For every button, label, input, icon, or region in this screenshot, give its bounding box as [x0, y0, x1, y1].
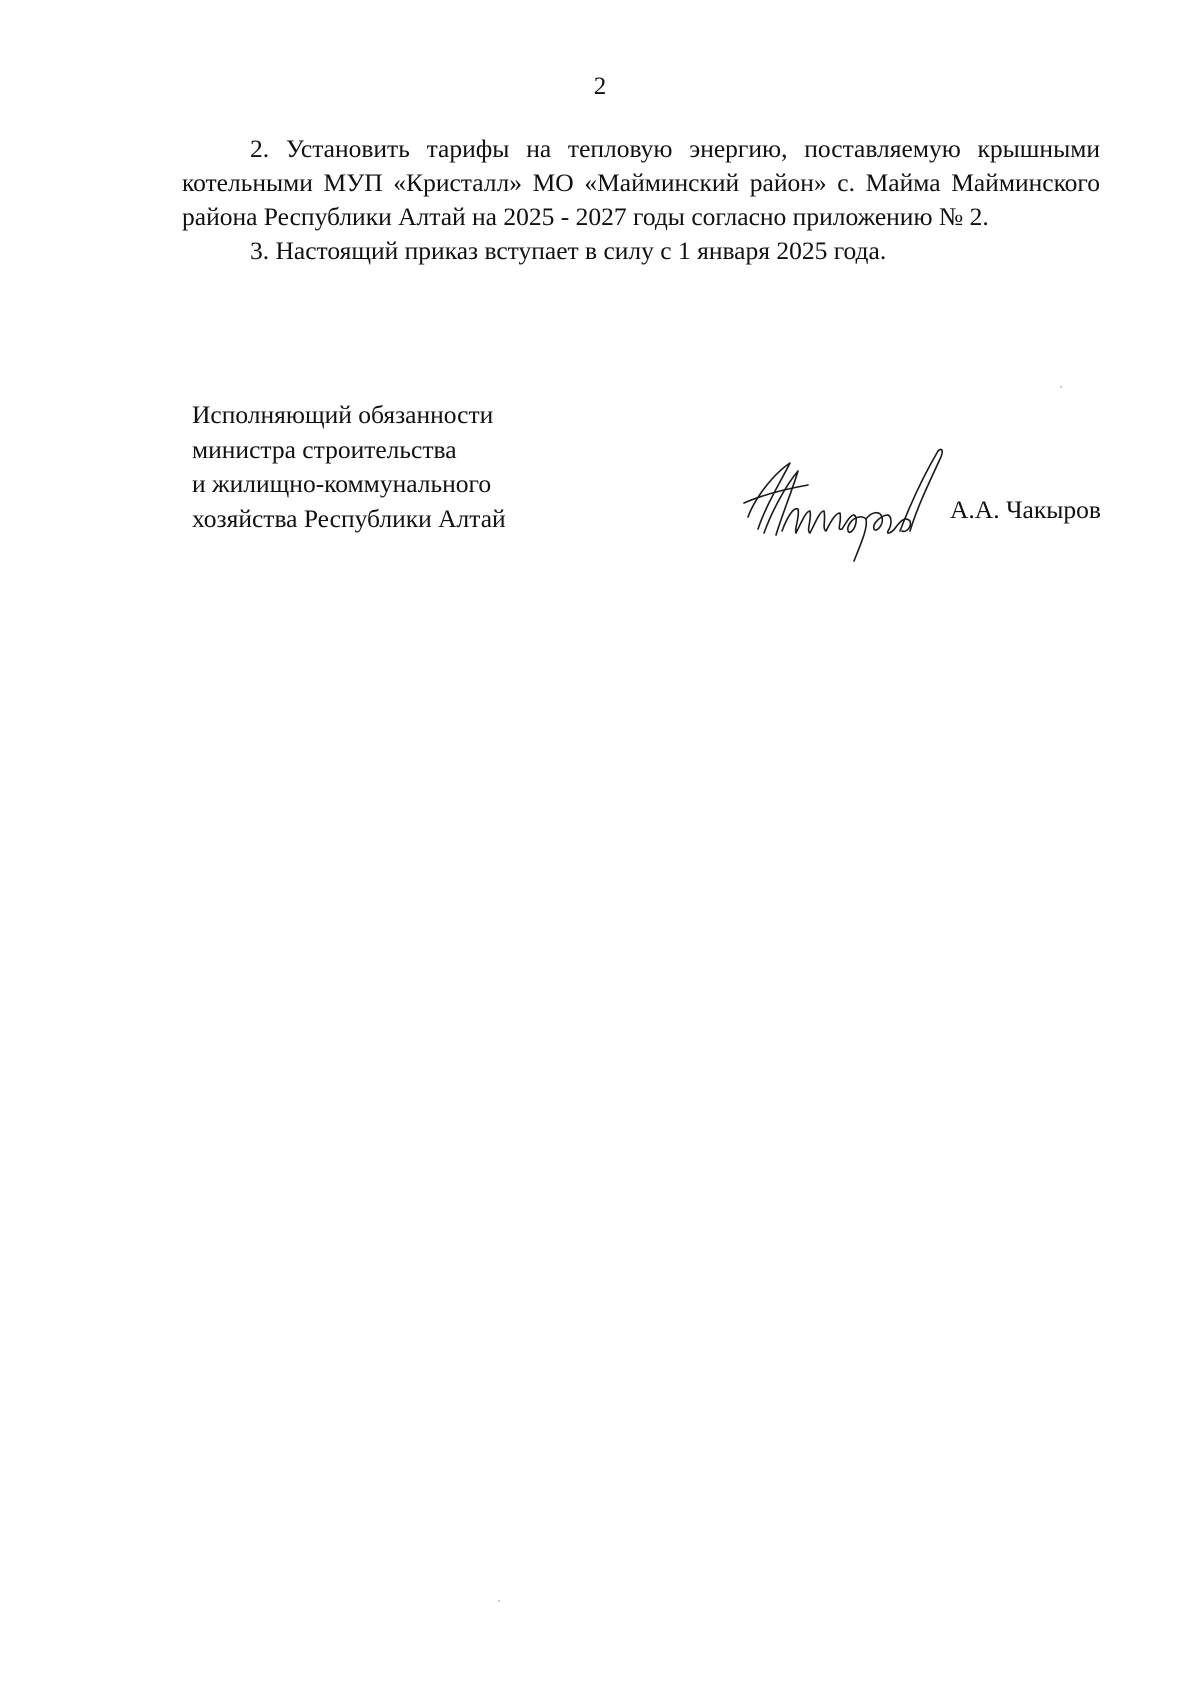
signatory-position — [192, 398, 506, 536]
scan-speck — [1060, 386, 1062, 388]
handwritten-signature — [742, 445, 960, 563]
paragraph-tariffs: 2. Установить тарифы на тепловую энергию, поставляемую крышными котельными МУП «Кристалл» МО «Майминский район» с. Майма Майминского района Республики Алтай на 2025 - 2027 годы согласно приложению № 2. — [182, 134, 1100, 231]
scan-speck — [498, 1600, 500, 1602]
position-line: министра строительства — [192, 434, 457, 464]
position-line: Исполняющий обязанности — [192, 400, 494, 429]
order-body — [182, 132, 1100, 268]
signer-name: А.А. Чакыров — [950, 495, 1101, 524]
position-line: и жилищно-коммунального — [192, 469, 492, 498]
paragraph-effective-date: 3. Настоящий приказ вступает в силу с 1 января 2025 года. — [250, 236, 887, 265]
position-line: хозяйства Республики Алтай — [192, 503, 506, 533]
page-number: 2 — [593, 73, 607, 100]
